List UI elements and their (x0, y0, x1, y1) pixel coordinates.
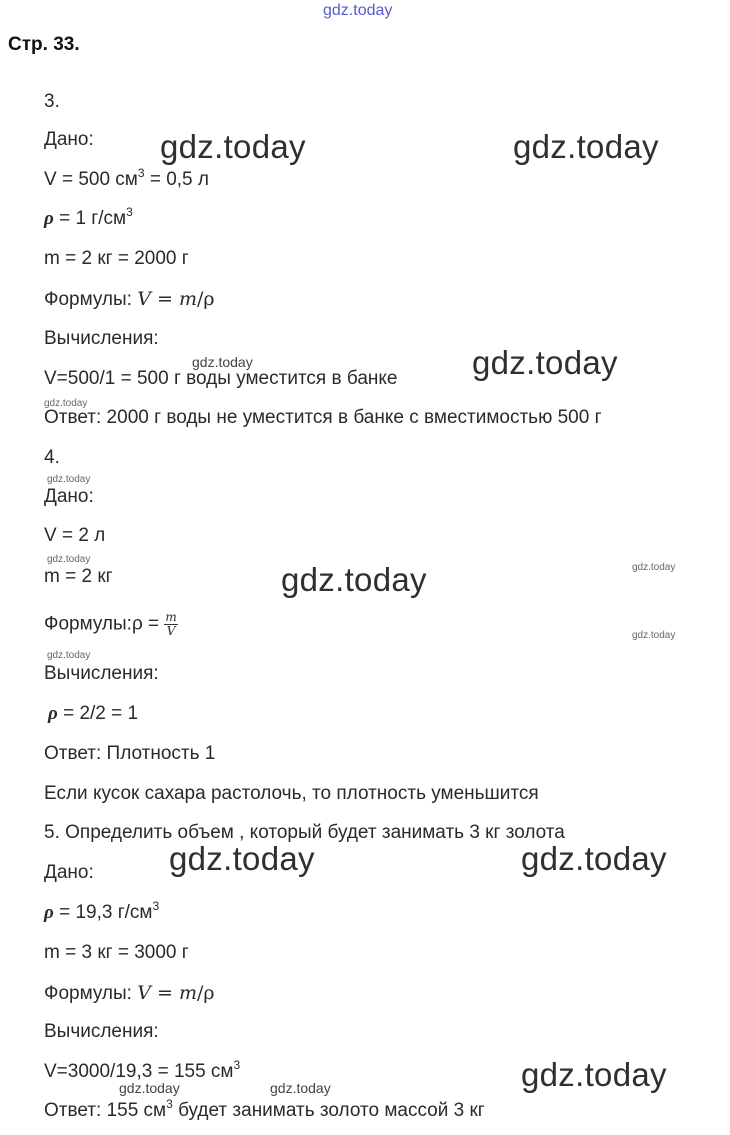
problem-3-answer: Ответ: 2000 г воды не уместится в банке с вместимостью 500 г (44, 407, 602, 428)
density-fraction: $\frac{m}{V}$ (165, 610, 177, 638)
watermark: gdz.today (513, 128, 659, 165)
problem-3-formula: Формулы: V = m/ρ (44, 288, 215, 310)
watermark: gdz.today (47, 474, 91, 485)
rho-symbol: ρ (44, 902, 54, 923)
watermark-top: gdz.today (323, 2, 393, 19)
problem-4-formula: Формулы:ρ = $\frac{m}{V}$ (44, 610, 177, 638)
watermark: gdz.today (270, 1080, 331, 1096)
watermark: gdz.today (169, 840, 315, 877)
watermark: gdz.today (521, 1056, 667, 1093)
watermark: gdz.today (632, 562, 676, 573)
problem-4-given-label: Дано: (44, 486, 94, 507)
problem-3-number: 3. (44, 91, 60, 112)
problem-4-answer: Ответ: Плотность 1 (44, 743, 216, 764)
problem-3-given-label: Дано: (44, 129, 94, 150)
watermark: gdz.today (472, 344, 618, 381)
problem-4-mass: m = 2 кг (44, 566, 113, 587)
problem-4-note: Если кусок сахара растолочь, то плотность уменьшится (44, 783, 539, 804)
problem-4-calc-label: Вычисления: (44, 663, 159, 684)
problem-5-task: 5. Определить объем , который будет занимать 3 кг золота (44, 822, 565, 843)
problem-3-volume: V = 500 $см^3 = 0,5$ л (44, 166, 209, 190)
watermark: gdz.today (47, 650, 91, 661)
problem-3-density: ρ = 1 $г/см^3$ (44, 205, 133, 229)
problem-5-formula: Формулы: V = m/ρ (44, 982, 215, 1004)
watermark: gdz.today (281, 561, 427, 598)
problem-3-mass: m = 2 кг = 2000 г (44, 248, 189, 269)
problem-4-number: 4. (44, 447, 60, 468)
watermark: gdz.today (192, 354, 253, 370)
problem-4-volume: V = 2 л (44, 525, 106, 546)
problem-5-density: ρ = 19,3 $г/см^3$ (44, 899, 160, 923)
watermark: gdz.today (160, 128, 306, 165)
problem-4-calc: ρ = 2/2 = 1 (48, 703, 139, 724)
watermark: gdz.today (632, 630, 676, 641)
problem-5-calc: V=3000/19,3 = 155 $см^3$ (44, 1058, 241, 1082)
problem-5-given-label: Дано: (44, 862, 94, 883)
problem-5-calc-label: Вычисления: (44, 1021, 159, 1042)
watermark: gdz.today (119, 1080, 180, 1096)
rho-symbol: ρ (48, 703, 58, 724)
page-header: Стр. 33. (8, 34, 80, 55)
rho-symbol: ρ (44, 208, 54, 229)
watermark: gdz.today (44, 398, 88, 409)
problem-3-calc-label: Вычисления: (44, 328, 159, 349)
watermark: gdz.today (47, 554, 91, 565)
watermark: gdz.today (521, 840, 667, 877)
problem-5-answer: Ответ: 155 $см^3$ будет занимать золото массой 3 кг (44, 1097, 485, 1121)
problem-5-mass: m = 3 кг = 3000 г (44, 942, 189, 963)
problem-3-calc: V=500/1 = 500 г воды уместится в банке (44, 368, 398, 389)
